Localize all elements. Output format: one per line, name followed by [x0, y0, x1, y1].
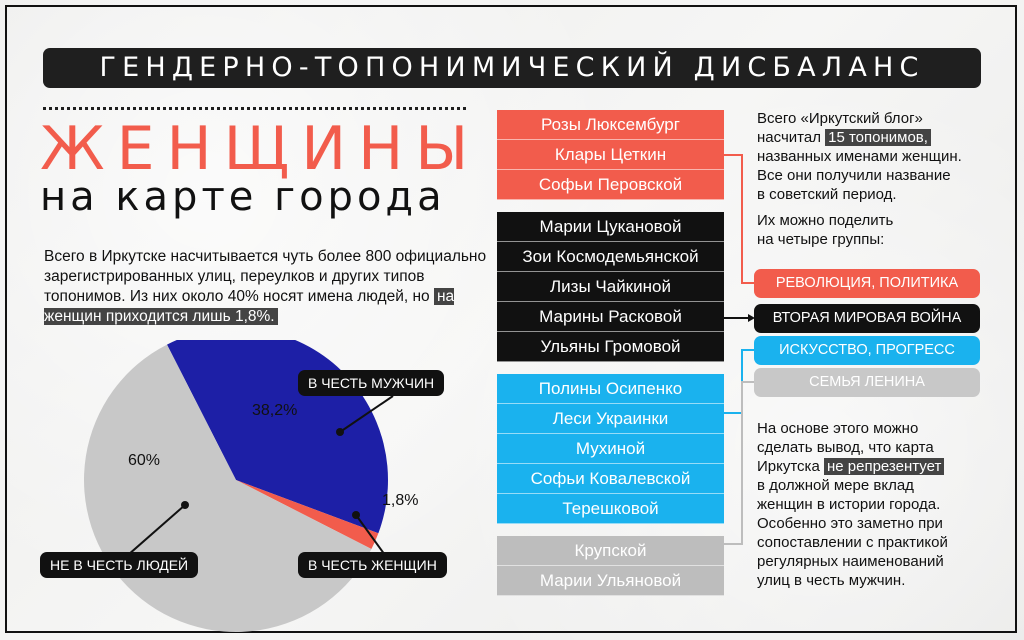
sidebar-highlight-count: 15 топонимов, — [825, 129, 931, 146]
slice-value-women: 1,8% — [382, 492, 419, 509]
category-badge-politics: РЕВОЛЮЦИЯ, ПОЛИТИКА — [754, 269, 980, 298]
street-name: Софьи Перовской — [497, 170, 724, 200]
pie-chart — [0, 340, 480, 640]
category-badge-lenin-family: СЕМЬЯ ЛЕНИНА — [754, 368, 980, 397]
headline-subtitle: на карте города — [40, 174, 446, 220]
street-name: Крупской — [497, 536, 724, 566]
leader-line-women-dot — [352, 511, 360, 519]
street-name: Марии Цукановой — [497, 212, 724, 242]
street-name: Софьи Ковалевской — [497, 464, 724, 494]
street-name: Полины Осипенко — [497, 374, 724, 404]
sidebar-highlight-conclusion: не репрезентует — [824, 458, 944, 475]
street-name: Марии Ульяновой — [497, 566, 724, 596]
street-name: Терешковой — [497, 494, 724, 524]
slice-label-women: В ЧЕСТЬ ЖЕНЩИН — [298, 552, 447, 578]
sidebar-line: регулярных наименований — [757, 553, 944, 570]
sidebar-text: насчитал — [757, 129, 826, 146]
sidebar-paragraph-2 — [757, 211, 893, 249]
sidebar-line — [757, 457, 948, 476]
street-name: Зои Космодемьянской — [497, 242, 724, 272]
slice-label-non-people: НЕ В ЧЕСТЬ ЛЮДЕЙ — [40, 552, 198, 578]
street-name: Клары Цеткин — [497, 140, 724, 170]
sidebar-line: на четыре группы: — [757, 231, 885, 248]
slice-value-non-people: 60% — [128, 452, 161, 469]
sidebar-paragraph-1 — [757, 109, 962, 204]
sidebar-line: улиц в честь мужчин. — [757, 572, 906, 589]
connector-blue — [724, 350, 754, 413]
slice-label-men: В ЧЕСТЬ МУЖЧИН — [298, 370, 444, 396]
street-name: Леси Украинки — [497, 404, 724, 434]
sidebar-line: названных именами женщин. — [757, 148, 962, 165]
sidebar-line: женщин в истории города. — [757, 496, 941, 513]
intro-paragraph — [44, 247, 494, 327]
dotted-divider — [43, 107, 466, 110]
sidebar-conclusion — [757, 419, 948, 590]
sidebar-line: Их можно поделить — [757, 212, 894, 229]
street-name: Мухиной — [497, 434, 724, 464]
street-name: Лизы Чайкиной — [497, 272, 724, 302]
sidebar-text: Иркутска — [757, 458, 824, 475]
slice-value-men: 38,2% — [252, 402, 298, 419]
street-name: Розы Люксембург — [497, 110, 724, 140]
sidebar-line: На основе этого можно — [757, 420, 919, 437]
page-title: ГЕНДЕРНО-ТОПОНИМИЧЕСКИЙ ДИСБАЛАНС — [43, 48, 981, 88]
leader-line-non-people-dot — [181, 501, 189, 509]
sidebar-line: сделать вывод, что карта — [757, 439, 934, 456]
sidebar-line: сопоставлении с практикой — [757, 534, 948, 551]
sidebar-line: Все они получили название — [757, 167, 951, 184]
category-badge-arts: ИСКУССТВО, ПРОГРЕСС — [754, 336, 980, 365]
intro-highlight: на женщин приходится лишь 1,8%. — [44, 288, 455, 325]
connector-red — [724, 155, 754, 283]
sidebar-line: Всего «Иркутский блог» — [757, 110, 923, 127]
sidebar-line: Особенно это заметно при — [757, 515, 943, 532]
sidebar-line: в должной мере вклад — [757, 477, 914, 494]
intro-text: Всего в Иркутске насчитывается чуть более 800 официально зарегистрированных улиц, переулков и других типов топонимов. Из них около 40% носят имена людей, но — [44, 248, 487, 305]
sidebar-line: в советский период. — [757, 186, 897, 203]
headline-word: ЖЕНЩИНЫ — [40, 114, 481, 184]
connector-gray — [724, 382, 754, 544]
sidebar-line — [757, 128, 962, 147]
street-name: Ульяны Громовой — [497, 332, 724, 362]
leader-line-men-dot — [336, 428, 344, 436]
street-name: Марины Расковой — [497, 302, 724, 332]
category-badge-ww2: ВТОРАЯ МИРОВАЯ ВОЙНА — [754, 304, 980, 333]
